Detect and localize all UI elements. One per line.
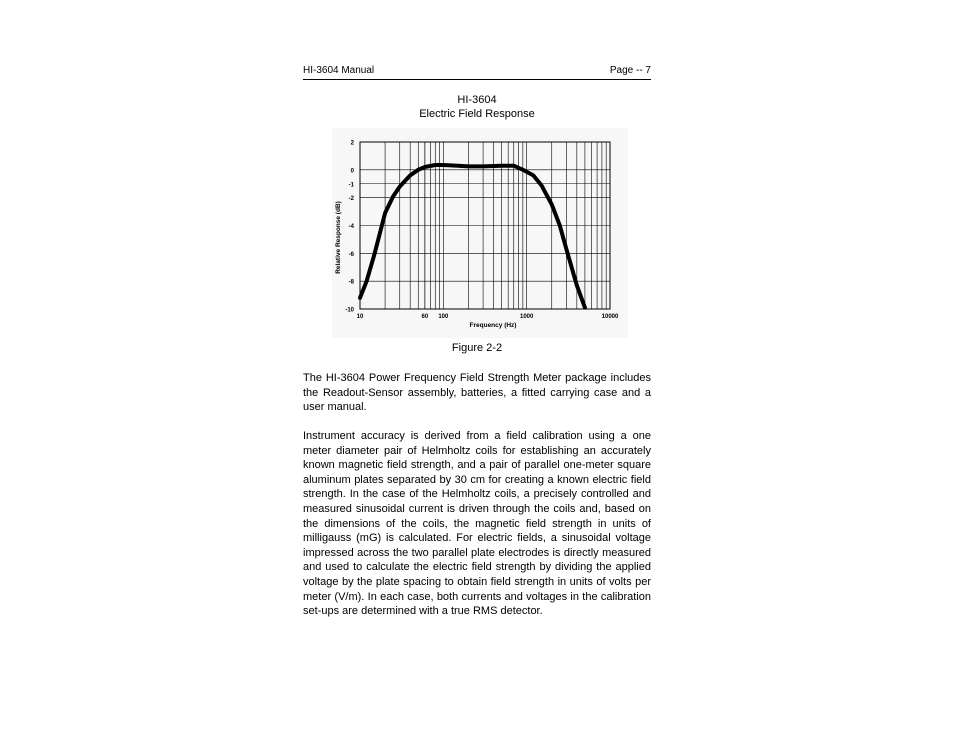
x-tick-label: 10 xyxy=(356,314,364,320)
y-tick-label: -8 xyxy=(348,279,354,286)
response-chart xyxy=(332,128,628,338)
y-tick-label: 2 xyxy=(350,140,354,147)
y-tick-label: -4 xyxy=(348,224,354,230)
manual-title: HI-3604 Manual xyxy=(303,65,375,76)
chart-subtitle: Electric Field Response xyxy=(419,108,535,120)
x-tick-label: 1000 xyxy=(519,314,534,320)
chart-title: HI-3604 xyxy=(457,94,497,106)
y-tick-label: -6 xyxy=(348,251,354,258)
x-axis-label: Frequency (Hz) xyxy=(469,322,517,329)
x-tick-label: 10000 xyxy=(601,314,619,320)
paragraph-accuracy: Instrument accuracy is derived from a field calibration using a one meter diameter pair of Helmholtz coils for establishing an accurately known magnetic field strength, and a pair of parallel one-meter square aluminum plates separated by 30 cm for creating a known electric field strength. In the case of the Helmholtz coils, a precisely controlled and measured sinusoidal current is driven through the coils and, based on the dimensions of the coils, the magnetic field strength in units of milligauss (mG) is calculated. For electric fields, a sinusoidal voltage impressed across the two parallel plate electrodes is directly measured and used to calculate the electric field strength by dividing the applied voltage by the plate spacing to obtain field strength in units of volts per meter (V/m). In each case, both currents and voltages in the calibration set-ups are determined with a true RMS detector. xyxy=(303,430,651,618)
page-number: Page -- 7 xyxy=(609,65,651,76)
y-axis-label: Relative Response (dB) xyxy=(335,201,342,274)
page-header xyxy=(303,65,651,80)
y-tick-label: -10 xyxy=(345,307,354,314)
chart-area xyxy=(332,128,628,338)
y-tick-labels xyxy=(345,141,354,314)
y-tick-label: -1 xyxy=(348,182,354,189)
figure-caption: Figure 2-2 xyxy=(451,342,503,354)
x-tick-label: 100 xyxy=(438,314,449,320)
x-tick-labels xyxy=(357,314,619,320)
response-curve xyxy=(360,165,585,308)
paragraph-package: The HI-3604 Power Frequency Field Strength Meter package includes the Readout-Sensor assembly, batteries, a fitted carrying case and a user manual. xyxy=(303,372,651,414)
y-tick-label: -2 xyxy=(348,196,354,203)
y-tick-label: 0 xyxy=(350,168,354,175)
x-tick-label: 60 xyxy=(421,314,429,320)
